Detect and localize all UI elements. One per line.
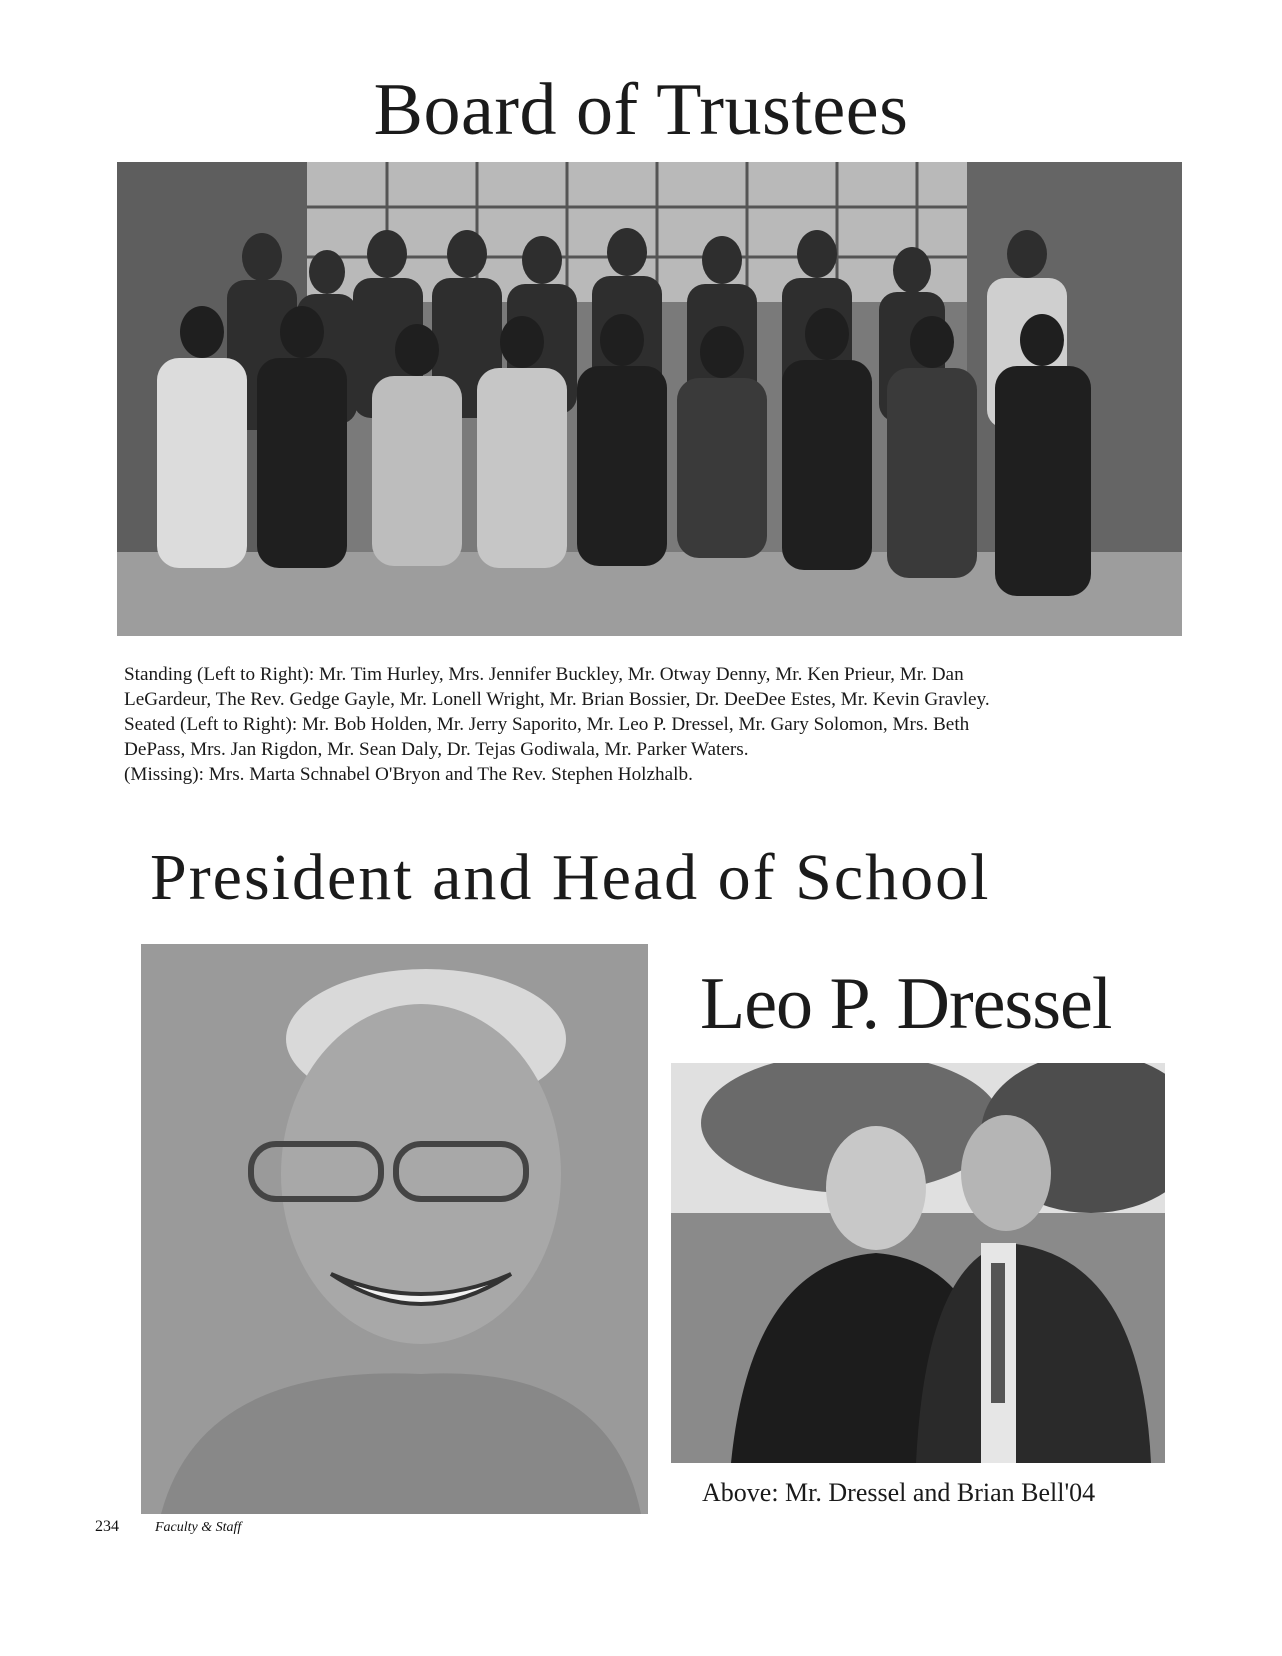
president-portrait-photo <box>141 944 648 1514</box>
graduation-photo <box>671 1063 1165 1463</box>
graduation-illustration <box>671 1063 1165 1463</box>
board-caption <box>124 662 1184 787</box>
graduation-photo-caption: Above: Mr. Dressel and Brian Bell'04 <box>702 1478 1096 1507</box>
president-section-title: President and Head of School <box>150 841 991 914</box>
president-name: Leo P. Dressel <box>700 963 1112 1045</box>
section-label: Faculty & Staff <box>155 1520 242 1535</box>
board-title: Board of Trustees <box>373 69 909 151</box>
portrait-illustration <box>141 944 648 1514</box>
page-number: 234 <box>95 1518 119 1535</box>
board-photo-illustration <box>117 162 1182 636</box>
caption-line: Seated (Left to Right): Mr. Bob Holden, Mr. Jerry Saporito, Mr. Leo P. Dressel, Mr. Gary Solomon, Mrs. Beth <box>124 714 970 735</box>
board-group-photo <box>117 162 1182 636</box>
caption-line: DePass, Mrs. Jan Rigdon, Mr. Sean Daly, Dr. Tejas Godiwala, Mr. Parker Waters. <box>124 739 749 760</box>
caption-line: (Missing): Mrs. Marta Schnabel O'Bryon and The Rev. Stephen Holzhalb. <box>124 764 693 785</box>
caption-line: LeGardeur, The Rev. Gedge Gayle, Mr. Lonell Wright, Mr. Brian Bossier, Dr. DeeDee Estes, Mr. Kevin Gravley. <box>124 689 990 710</box>
caption-line: Standing (Left to Right): Mr. Tim Hurley, Mrs. Jennifer Buckley, Mr. Otway Denny, Mr. Ken Prieur, Mr. Dan <box>124 664 964 685</box>
